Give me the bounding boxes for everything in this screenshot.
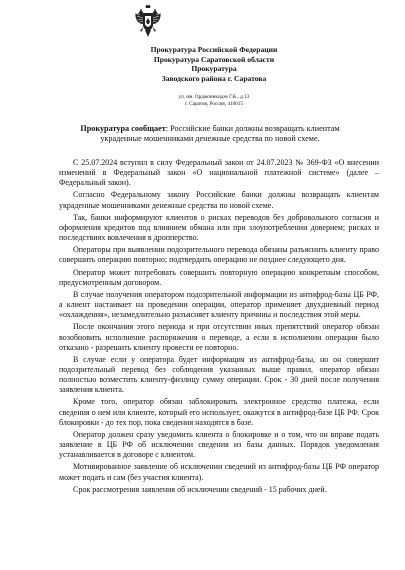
header-line: Прокуратура Российской Федерации xyxy=(150,45,278,54)
body-paragraph: Оператор может потребовать совершить повторную операцию конкретным способом, предусмотренным договором. xyxy=(59,267,379,287)
announcement-lead: Прокуратура сообщает xyxy=(80,124,166,133)
body-paragraph: После окончания этого периода и при отсутствии иных препятствий оператор обязан возобновить исполнение распоряжения о переводе, а если в исполнении операции было отказано - разрешить клиенту провести ее повторно. xyxy=(59,322,379,352)
address-line: ул. им. Орджоникидзе Г.К., д.13 xyxy=(178,94,250,100)
header-line: Прокуратура Саратовской области xyxy=(153,54,275,64)
body-paragraph: Так, банки информируют клиентов о рисках переводов без добровольного согласия и оформления кредитов под влиянием обмана или при злоупотреблении доверием; рисках и последствиях вовлечения в дропперство. xyxy=(59,212,379,243)
body-paragraph: Кроме того, оператор обязан заблокировать электронное средство платежа, если сведения о нем или клиенте, который его использует, окажутся в антифрод-базе ЦБ РФ. Срок блокировки - до тех пор, пока сведения находятся в базе. xyxy=(59,397,379,427)
body-paragraph: С 25.07.2024 вступил в силу Федеральный закон от 24.07.2023 № 369-ФЗ «О внесении изменений в Федеральный закон «О национальной платежной системе» (далее – Федеральный закон). xyxy=(59,158,379,188)
body-paragraph: Мотивированное заявление об исключении сведений из антифрод-базы ЦБ РФ оператор может подать и сам (без участия клиента). xyxy=(59,462,379,482)
body-paragraph: Оператор должен сразу уведомить клиента о блокировке и о том, что он вправе подать заявление в ЦБ РФ об исключении сведения из базы данных. Порядок уведомления устанавливается в договоре с клиентом. xyxy=(59,429,379,460)
document-body xyxy=(59,158,379,497)
organization-address xyxy=(139,94,289,108)
body-paragraph: В случае если у оператора будет информация из антифрод-базы, но он совершит подозрительный перевод без соблюдения указанных выше правил, оператор обязан полностью возместить клиенту-физлицу сумму операции. Срок - 30 дней после получения заявления клиента. xyxy=(59,354,379,395)
announcement-text: : Российские банки должны возвращать клиентам украденные мошенниками денежные средства по новой схеме. xyxy=(100,124,340,144)
body-paragraph: Согласно Федеральному закону Российские банки должны возвращать клиентам украденные мошенниками денежные средства по новой схеме. xyxy=(59,190,379,210)
body-paragraph: Операторы при выявлении подозрительного перевода обязаны разъяснить клиенту право совершить операцию повторно; подтвердить операцию не позднее следующего дня. xyxy=(59,245,379,265)
double-headed-eagle-icon xyxy=(134,4,162,38)
organization-header xyxy=(139,45,289,83)
header-line: Прокуратура xyxy=(191,64,237,74)
header-line: Заводского района г. Саратова xyxy=(161,73,267,83)
body-paragraph: В случае получения оператором подозрительной информации из антифрод-базы ЦБ РФ, а клиент настаивает на проведении операции, оператор применяет двухдневный период «охлаждения», незамедлительно разъясняет клиенту причины и последствия этой меры. xyxy=(59,289,379,320)
address-line: г. Саратов, Россия, 410015 xyxy=(185,101,243,108)
body-paragraph: Срок рассмотрения заявления об исключении сведений - 15 рабочих дней. xyxy=(73,484,327,494)
announcement-heading xyxy=(60,124,360,144)
